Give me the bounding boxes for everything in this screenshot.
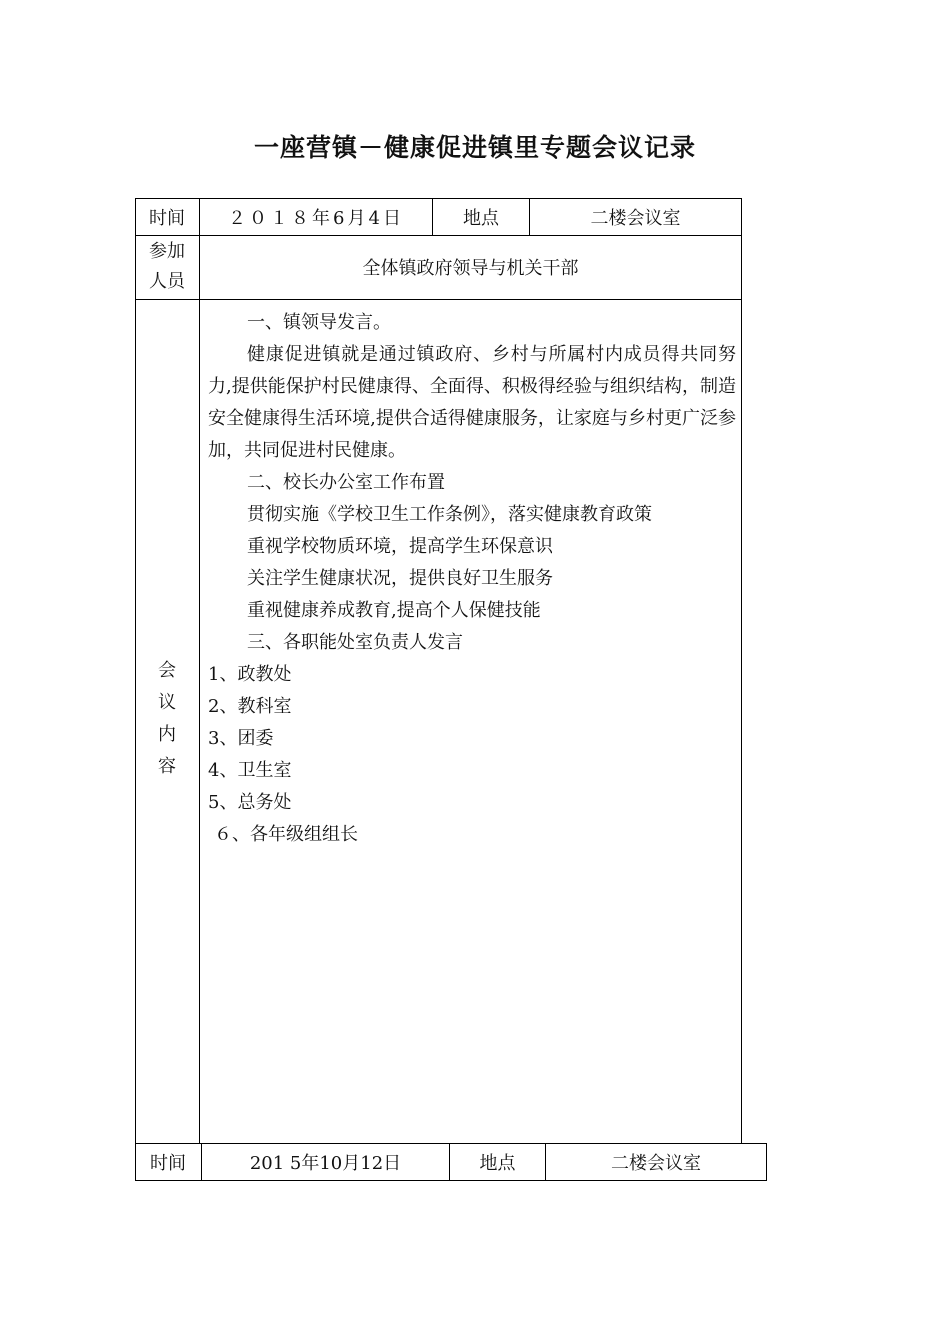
section2-item: 关注学生健康状况，提供良好卫生服务 <box>247 568 553 589</box>
table2-time-value: 201 5年10月12日 <box>249 1152 402 1174</box>
place-value: 二楼会议室 <box>590 207 681 229</box>
section3-item: 5、总务处 <box>208 792 292 813</box>
document-title: 一座营镇－健康促进镇里专题会议记录 <box>253 133 696 162</box>
section2-item: 重视健康养成教育,提高个人保健技能 <box>247 600 541 621</box>
content-label <box>135 655 199 783</box>
attendees-label-line1: 参加 <box>149 241 185 262</box>
time-label: 时间 <box>149 207 185 229</box>
table-rule-label-column <box>199 198 200 1144</box>
table2-time-label: 时间 <box>150 1152 186 1174</box>
content-label-char: 议 <box>158 692 176 713</box>
section2-heading: 二、校长办公室工作布置 <box>247 472 445 493</box>
meeting-content <box>208 307 736 851</box>
table-border-right <box>741 198 742 1144</box>
table-rule-row2 <box>135 299 742 300</box>
section3-heading: 三、各职能处室负责人发言 <box>247 632 463 653</box>
attendees-value: 全体镇政府领导与机关干部 <box>362 258 579 279</box>
place-label: 地点 <box>463 207 499 229</box>
section3-item: 4、卫生室 <box>208 760 292 781</box>
content-label-char: 容 <box>158 756 176 777</box>
table2-place-value: 二楼会议室 <box>611 1152 701 1174</box>
section1-heading: 一、镇领导发言。 <box>247 312 391 333</box>
table2-border-bottom <box>135 1180 767 1181</box>
section3-item: 3、团委 <box>208 728 274 749</box>
section1-paragraph: 健康促进镇就是通过镇政府、乡村与所属村内成员得共同努力,提供能保护村民健康得、全面得、积极得经验与组织结构，制造安全健康得生活环境,提供合适得健康服务，让家庭与乡村更广泛参加，共同促进村民健康。 <box>208 344 736 461</box>
attendees-label <box>135 235 199 299</box>
table2-border-right <box>766 1143 767 1181</box>
section3-item: 1、政教处 <box>208 664 292 685</box>
table2-place-label: 地点 <box>479 1152 516 1174</box>
section2-item: 贯彻实施《学校卫生工作条例》，落实健康教育政策 <box>247 504 652 525</box>
content-label-char: 内 <box>158 724 176 745</box>
section3-item: ６、各年级组组长 <box>214 824 358 845</box>
section2-item: 重视学校物质环境，提高学生环保意识 <box>247 536 553 557</box>
content-label-char: 会 <box>158 660 176 681</box>
time-value: ２０１８年6月4日 <box>228 207 404 229</box>
section3-item: 2、教科室 <box>208 696 292 717</box>
attendees-label-line2: 人员 <box>149 271 185 292</box>
